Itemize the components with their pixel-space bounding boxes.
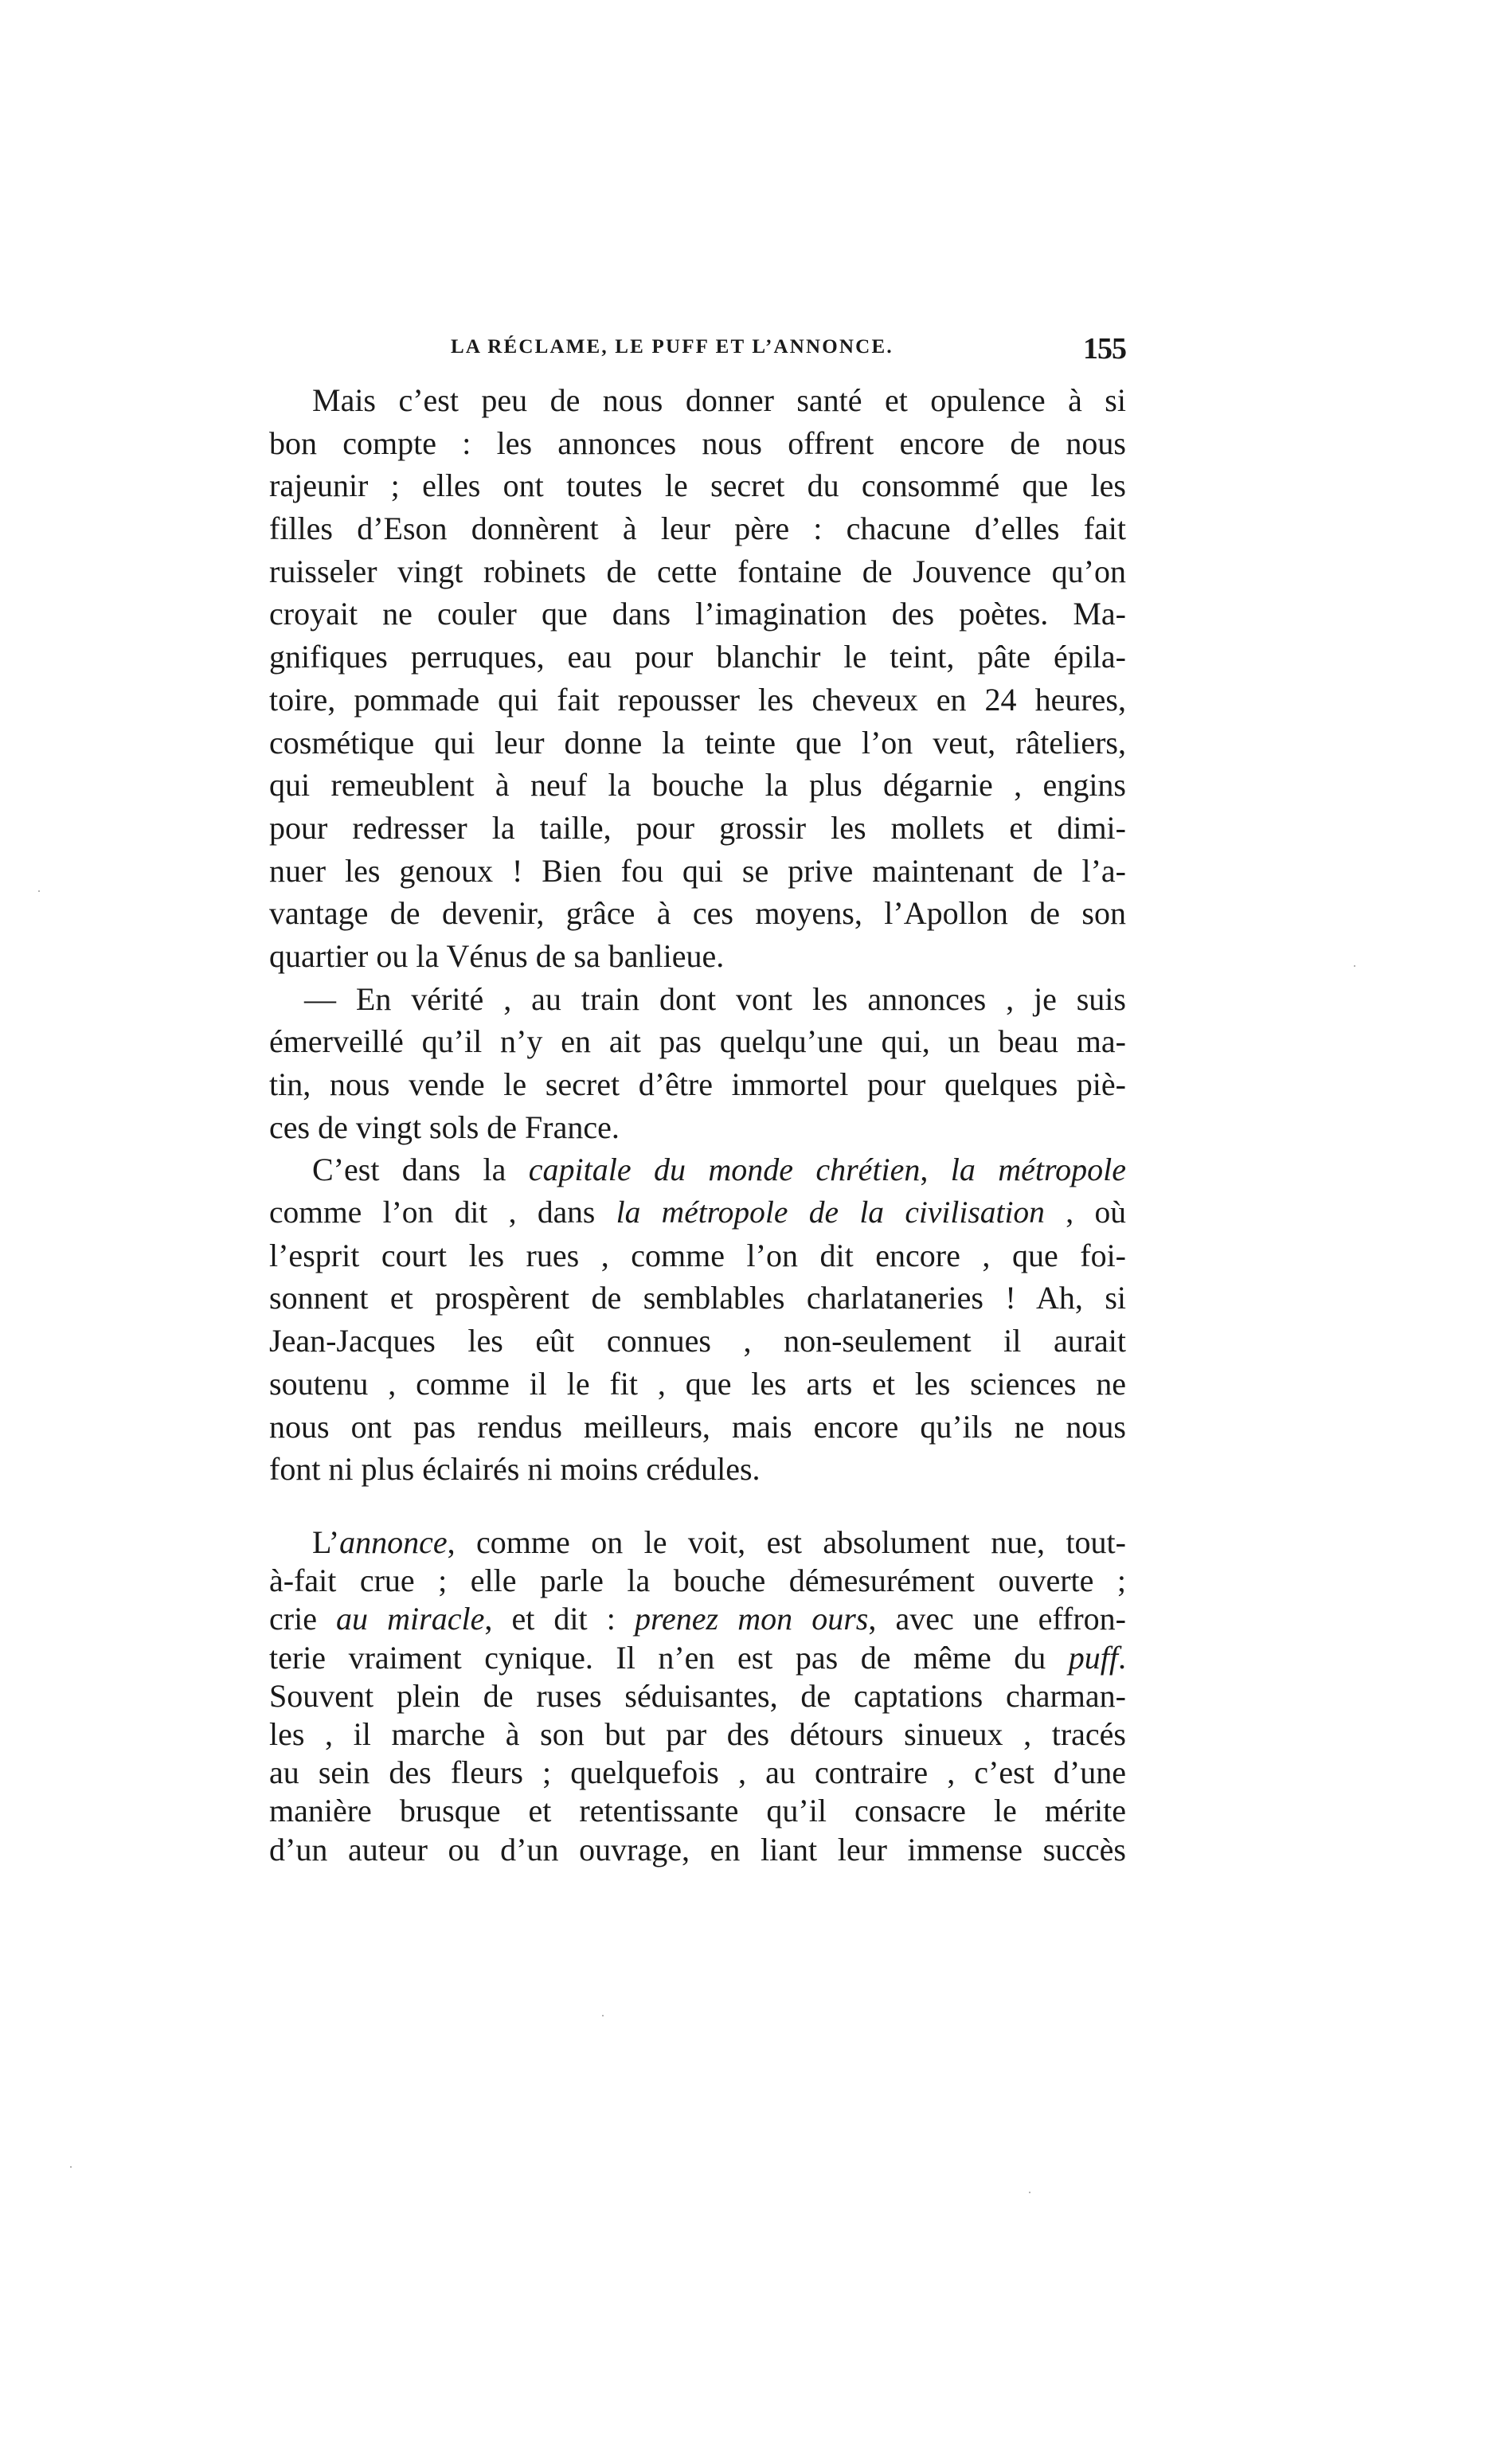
text-block-main <box>269 379 1126 1491</box>
scan-speck <box>70 2166 72 2168</box>
text-line <box>269 1754 1126 1792</box>
text-line <box>269 1406 1126 1449</box>
italic-text: capitale du monde chrétien <box>528 1152 921 1188</box>
text-segment: comme l’on dit , dans <box>269 1195 616 1230</box>
text-line <box>269 1020 1126 1063</box>
text-segment: nous ont pas rendus meilleurs, mais encore qu’ils ne nous <box>269 1408 1126 1445</box>
italic-text: prenez mon ours <box>634 1601 869 1637</box>
text-segment: cosmétique qui leur donne la teinte que l’on veut, râteliers, <box>269 724 1126 761</box>
text-line <box>269 464 1126 507</box>
text-segment: — En vérité , au train dont vont les annonces , je suis <box>304 980 1126 1017</box>
text-line <box>269 1562 1126 1600</box>
text-segment: toire, pommade qui fait repousser les cheveux en 24 heures, <box>269 681 1126 718</box>
text-segment: bon compte : les annonces nous offrent encore de nous <box>269 424 1126 461</box>
text-line <box>269 1792 1126 1830</box>
text-segment: filles d’Eson donnèrent à leur père : chacune d’elles fait <box>269 510 1126 547</box>
text-segment: pour redresser la taille, pour grossir les mollets et dimi- <box>269 809 1126 846</box>
text-segment: . <box>1118 1639 1126 1676</box>
running-title: LA RÉCLAME, LE PUFF ET L’ANNONCE. <box>451 336 894 358</box>
text-line <box>269 1363 1126 1406</box>
text-segment: ruisseler vingt robinets de cette fontaine de Jouvence qu’on <box>269 553 1126 589</box>
text-line <box>269 1234 1126 1277</box>
text-segment: rajeunir ; elles ont toutes le secret du consommé que les <box>269 467 1126 504</box>
text-line <box>269 764 1126 807</box>
text-line <box>269 1320 1126 1363</box>
text-segment: gnifiques perruques, eau pour blanchir le teint, pâte épila- <box>269 639 1126 675</box>
text-segment: crie <box>269 1601 337 1637</box>
text-segment: Souvent plein de ruses séduisantes, de captations charman- <box>269 1677 1126 1714</box>
italic-text: la métropole de la civilisation <box>616 1195 1045 1230</box>
text-line <box>269 1600 1126 1638</box>
text-segment: L’ <box>312 1524 340 1560</box>
text-segment: font ni plus éclairés ni moins crédules. <box>269 1451 761 1488</box>
text-segment: nuer les genoux ! Bien fou qui se prive maintenant de l’a- <box>269 852 1126 889</box>
scan-speck <box>1029 2192 1030 2193</box>
text-segment: sonnent et prospèrent de semblables charlataneries ! Ah, si <box>269 1280 1126 1316</box>
text-segment: tin, nous vende le secret d’être immortel pour quelques piè- <box>269 1066 1126 1102</box>
text-segment: les , il marche à son but par des détours sinueux , tracés <box>269 1715 1126 1752</box>
text-segment: au sein des fleurs ; quelquefois , au contraire , c’est d’une <box>269 1754 1126 1791</box>
text-segment: Jean-Jacques les eût connues , non-seulement il aurait <box>269 1323 1126 1359</box>
scan-speck <box>38 890 40 892</box>
text-line <box>269 550 1126 593</box>
text-segment: l’esprit court les rues , comme l’on dit encore , que foi- <box>269 1237 1126 1273</box>
text-line <box>269 679 1126 722</box>
text-line <box>269 593 1126 636</box>
italic-text: puff <box>1068 1639 1118 1676</box>
text-segment: terie vraiment cynique. Il n’en est pas de même du <box>269 1639 1069 1676</box>
text-line <box>269 636 1126 679</box>
text-segment: quartier ou la Vénus de sa banlieue. <box>269 937 725 974</box>
text-line <box>269 722 1126 765</box>
text-line <box>269 1715 1126 1754</box>
text-line <box>269 807 1126 850</box>
text-line <box>269 1148 1126 1191</box>
text-line <box>269 1448 1126 1491</box>
text-segment: croyait ne couler que dans l’imagination des poètes. Ma- <box>269 596 1126 632</box>
text-line <box>269 978 1126 1021</box>
text-segment: ces de vingt sols de France. <box>269 1109 620 1145</box>
italic-text: la métropole <box>950 1152 1126 1188</box>
text-block-second <box>269 1523 1126 1869</box>
text-segment: Mais c’est peu de nous donner santé et opulence à si <box>312 382 1126 418</box>
text-segment: vantage de devenir, grâce à ces moyens, l’Apollon de son <box>269 895 1126 932</box>
text-line <box>269 1277 1126 1320</box>
text-segment: soutenu , comme il le fit , que les arts et les sciences ne <box>269 1365 1126 1402</box>
text-line <box>269 507 1126 550</box>
running-head <box>269 333 1126 365</box>
text-line <box>269 1106 1126 1149</box>
scan-speck <box>602 2015 604 2016</box>
text-line <box>269 1523 1126 1562</box>
text-segment: C’est dans la <box>312 1152 529 1188</box>
text-line <box>269 1677 1126 1715</box>
text-segment: , comme on le voit, est absolument nue, tout- <box>447 1524 1126 1560</box>
text-segment: , avec une effron- <box>868 1601 1126 1637</box>
text-segment: , et dit : <box>484 1601 635 1637</box>
italic-text: au miracle <box>336 1601 485 1637</box>
italic-text: annonce <box>339 1524 448 1560</box>
text-line <box>269 1191 1126 1234</box>
text-line <box>269 379 1126 422</box>
text-line <box>269 1639 1126 1677</box>
text-segment: qui remeublent à neuf la bouche la plus dégarnie , engins <box>269 767 1126 804</box>
text-line <box>269 422 1126 465</box>
scan-speck <box>1354 965 1355 967</box>
page-number: 155 <box>1083 332 1126 366</box>
text-line <box>269 935 1126 978</box>
text-segment: , où <box>1044 1195 1126 1230</box>
text-line <box>269 1831 1126 1869</box>
text-segment: d’un auteur ou d’un ouvrage, en liant leur immense succès <box>269 1831 1126 1868</box>
text-segment: manière brusque et retentissante qu’il consacre le mérite <box>269 1793 1126 1829</box>
text-segment: à-fait crue ; elle parle la bouche démesurément ouverte ; <box>269 1562 1126 1599</box>
text-line <box>269 892 1126 935</box>
text-segment: émerveillé qu’il n’y en ait pas quelqu’une qui, un beau ma- <box>269 1023 1126 1060</box>
text-segment: , <box>920 1152 951 1188</box>
text-line <box>269 1063 1126 1106</box>
text-line <box>269 850 1126 893</box>
